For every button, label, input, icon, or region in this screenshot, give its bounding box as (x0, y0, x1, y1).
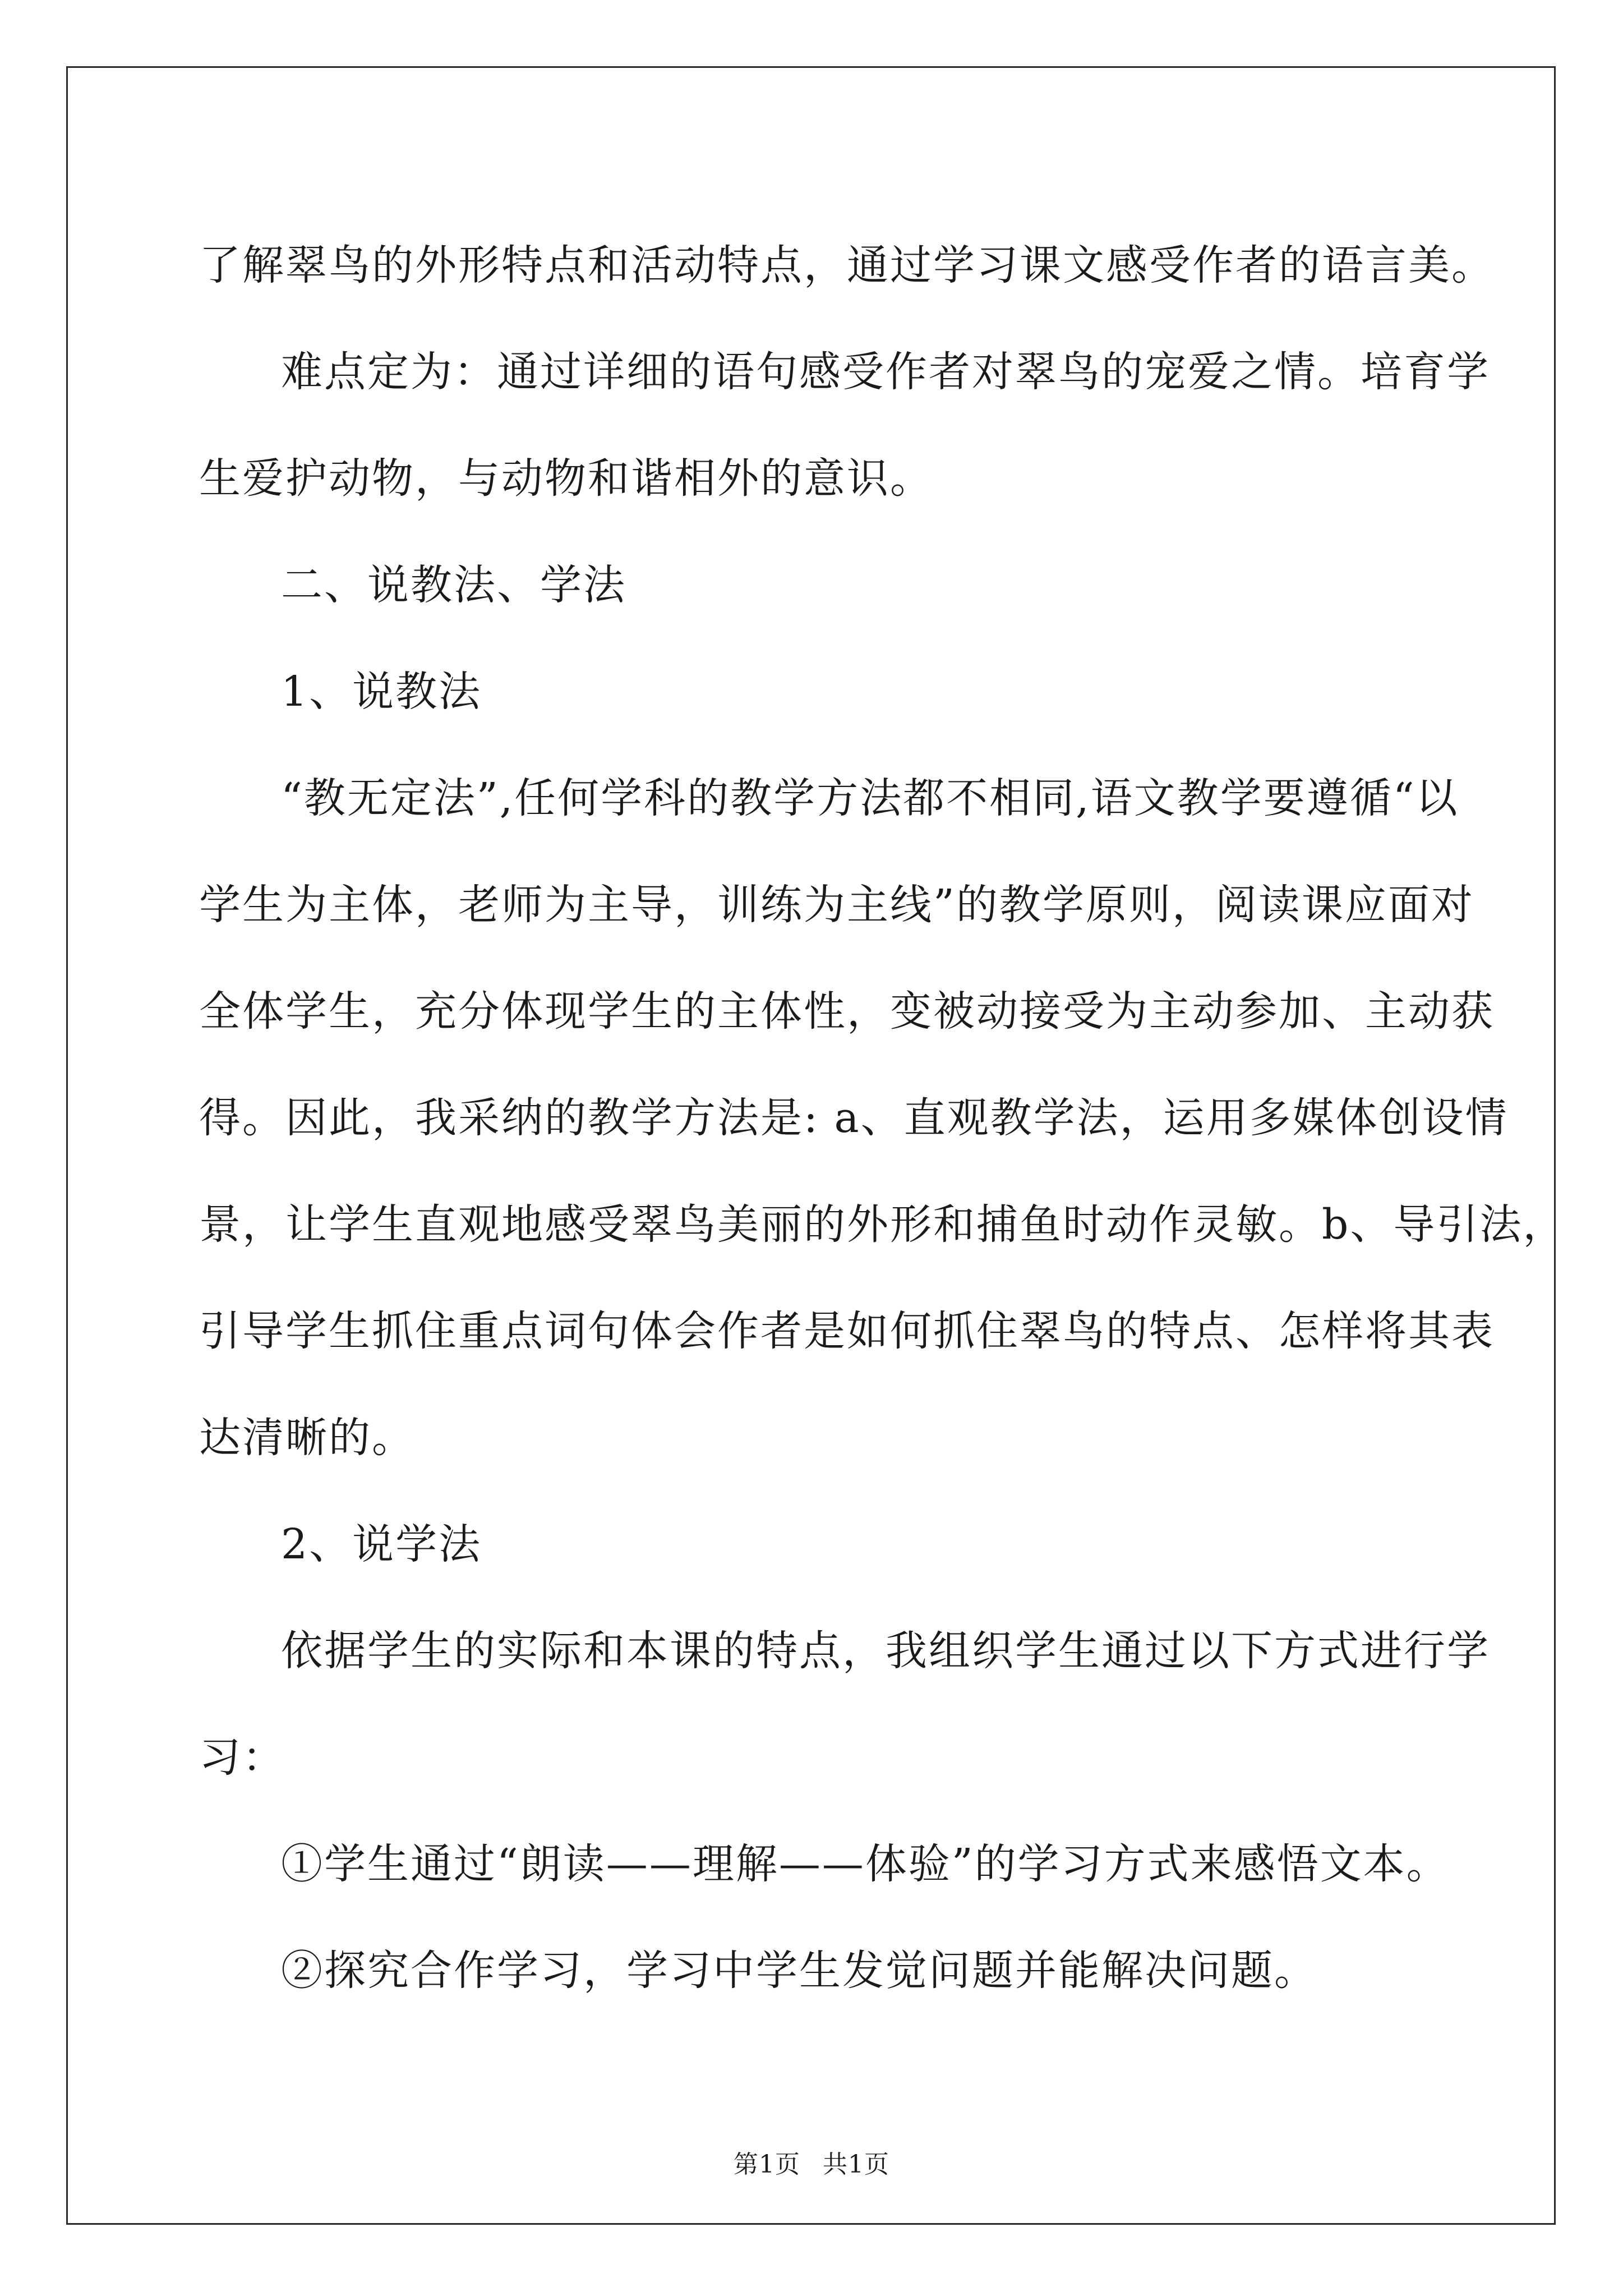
text-line-9: 得。因此，我采纳的教学方法是: a、直观教学法，运用多媒体创设情 (199, 1094, 1509, 1142)
list-item-2: ②探究合作学习，学习中学生发觉问题并能解决问题。 (281, 1947, 1317, 1995)
text-line-12: 达清晰的。 (199, 1414, 415, 1462)
subheading-learning-method: 2、说学法 (281, 1520, 482, 1568)
page-total: 共1页 (823, 2150, 889, 2179)
section-heading-methods: 二、说教法、学法 (281, 561, 626, 609)
text-line-7: 学生为主体，老师为主导，训练为主线”的教学原则，阅读课应面对 (199, 881, 1474, 929)
text-line-2: 难点定为：通过详细的语句感受作者对翠鸟的宠爱之情。培育学 (281, 348, 1490, 396)
text-block (199, 212, 1566, 2024)
text-line-1: 了解翠鸟的外形特点和活动特点，通过学习课文感受作者的语言美。 (199, 241, 1495, 289)
text-line-11: 引导学生抓住重点词句体会作者是如何抓住翠鸟的特点、怎样将其表 (199, 1307, 1495, 1355)
document-body (199, 212, 1566, 2024)
list-item-1: ①学生通过“朗读——理解——体验”的学习方式来感悟文本。 (281, 1840, 1450, 1888)
page-number: 第1页 (734, 2150, 800, 2179)
text-line-3: 生爱护动物，与动物和谐相外的意识。 (199, 454, 933, 503)
text-line-6: “教无定法”,任何学科的教学方法都不相同,语文教学要遵循“以 (281, 774, 1459, 822)
text-line-15: 习： (199, 1733, 285, 1782)
subheading-teaching-method: 1、说教法 (281, 668, 482, 716)
page-footer (0, 2144, 1623, 2180)
text-line-8: 全体学生，充分体现学生的主体性，变被动接受为主动参加、主动获 (199, 987, 1495, 1036)
text-line-10: 景，让学生直观地感受翠鸟美丽的外形和捕鱼时动作灵敏。b、导引法， (199, 1200, 1566, 1249)
text-line-14: 依据学生的实际和本课的特点，我组织学生通过以下方式进行学 (281, 1627, 1490, 1675)
